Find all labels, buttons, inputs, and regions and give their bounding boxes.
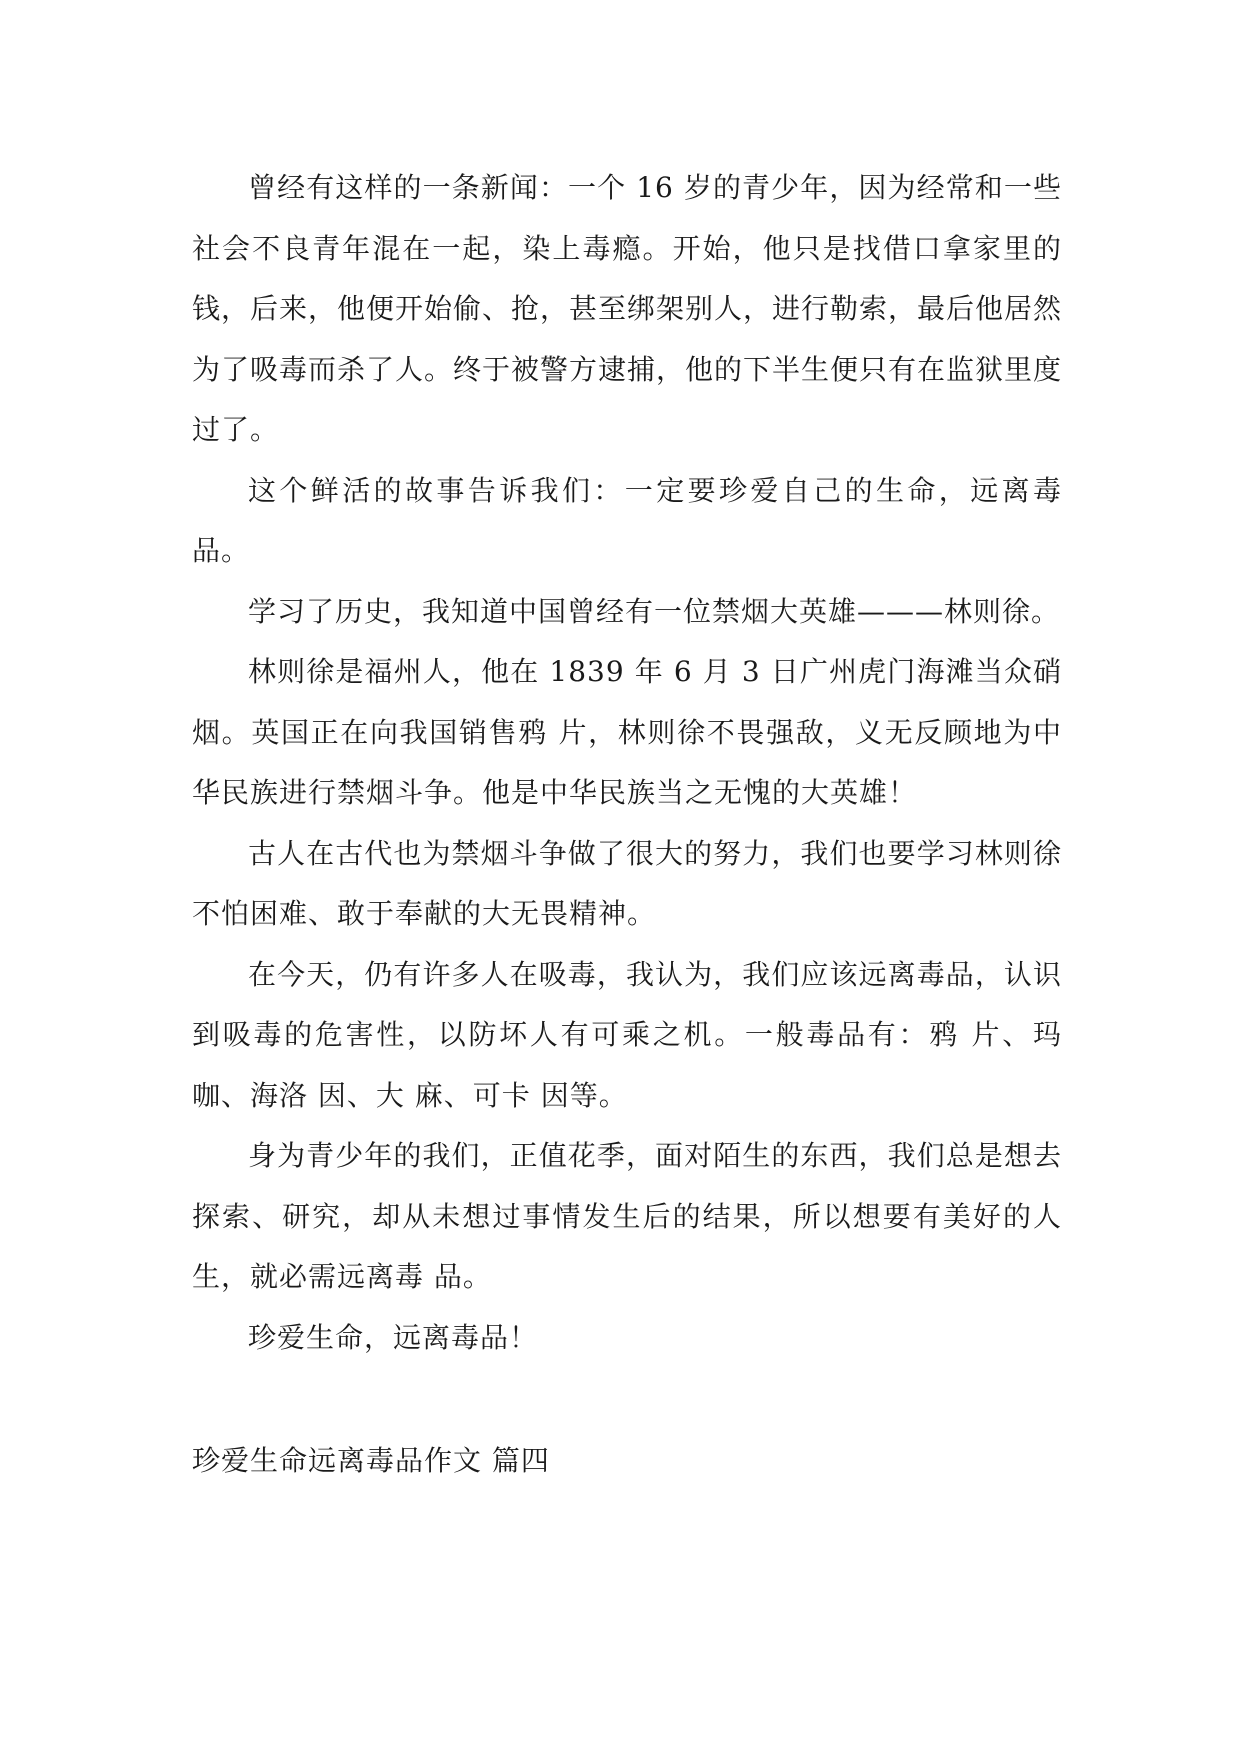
paragraph-youth: 身为青少年的我们，正值花季，面对陌生的东西，我们总是想去探索、研究，却从未想过事情发生后的结果，所以想要有美好的人生，就必需远离毒 品。 (192, 1139, 1062, 1293)
paragraph-lin-zexu: 林则徐是福州人，他在 1839 年 6 月 3 日广州虎门海滩当众硝烟。英国正在向我国销售鸦 片，林则徐不畏强敌，义无反顾地为中华民族进行禁烟斗争。他是中华民族当之无愧的大英雄！ (192, 655, 1062, 809)
paragraph-ancients: 古人在古代也为禁烟斗争做了很大的努力，我们也要学习林则徐不怕困难、敢于奉献的大无畏精神。 (192, 836, 1062, 930)
paragraph-today: 在今天，仍有许多人在吸毒，我认为，我们应该远离毒品，认识到吸毒的危害性，以防坏人有可乘之机。一般毒品有：鸦 片、玛咖、海洛 因、大 麻、可卡 因等。 (192, 957, 1062, 1112)
section-heading: 珍爱生命远离毒品作文 篇四 (192, 1444, 550, 1477)
paragraph-slogan: 珍爱生命，远离毒品！ (248, 1320, 539, 1354)
document-body (192, 158, 1062, 1492)
paragraph-lesson: 这个鲜活的故事告诉我们：一定要珍爱自己的生命，远离毒 品。 (192, 473, 1062, 567)
paragraph-history: 学习了历史，我知道中国曾经有一位禁烟大英雄———林则徐。 (248, 594, 1061, 628)
paragraph-news: 曾经有这样的一条新闻：一个 16 岁的青少年，因为经常和一些社会不良青年混在一起，染上毒瘾。开始，他只是找借口拿家里的钱，后来，他便开始偷、抢，甚至绑架别人，进行勒索，最后他居然为了吸毒而杀了人。终于被警方逮捕，他的下半生便只有在监狱里度过了。 (192, 171, 1063, 446)
